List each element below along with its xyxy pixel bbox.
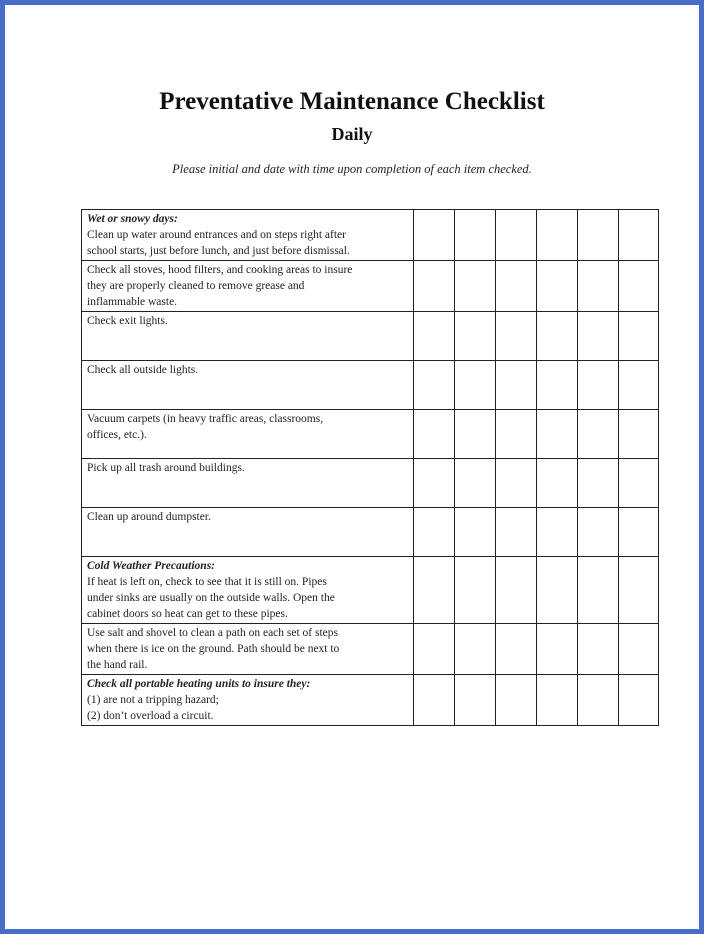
initial-date-box[interactable] [619,459,659,508]
checklist-item-text: school starts, just before lunch, and just before dismissal. [87,245,350,257]
page-subtitle: Daily [331,124,373,144]
initial-date-box[interactable] [455,410,496,459]
initial-date-box[interactable] [578,508,619,557]
initial-date-box[interactable] [537,210,578,261]
initial-date-box[interactable] [578,312,619,361]
checklist-row [82,624,659,675]
initial-date-box[interactable] [496,459,537,508]
initial-date-box[interactable] [455,624,496,675]
initial-date-box[interactable] [537,675,578,726]
checklist-item-text: Clean up around dumpster. [87,511,211,523]
initial-date-box[interactable] [496,675,537,726]
checklist-item-text: inflammable waste. [87,296,178,308]
initial-date-box[interactable] [414,210,455,261]
checklist-item [82,261,414,312]
checklist-item-text: Check all stoves, hood filters, and cooking areas to insure [87,264,353,276]
checklist-table [81,209,659,726]
initial-date-box[interactable] [619,508,659,557]
initial-date-box[interactable] [537,410,578,459]
checklist-item-heading: Wet or snowy days: [87,213,178,225]
checklist-row [82,557,659,624]
checklist-item-text: Clean up water around entrances and on steps right after [87,229,346,241]
initial-date-box[interactable] [455,361,496,410]
checklist-item-text: the hand rail. [87,659,148,671]
initial-date-box[interactable] [455,675,496,726]
checklist-item-text: Vacuum carpets (in heavy traffic areas, classrooms, [87,413,324,425]
initial-date-box[interactable] [455,312,496,361]
initial-date-box[interactable] [414,410,455,459]
initial-date-box[interactable] [537,557,578,624]
initial-date-box[interactable] [414,508,455,557]
initial-date-box[interactable] [414,675,455,726]
checklist-item-text: Use salt and shovel to clean a path on each set of steps [87,627,339,639]
initial-date-box[interactable] [578,361,619,410]
page-title: Preventative Maintenance Checklist [159,88,545,115]
initial-date-box[interactable] [619,210,659,261]
checklist-row [82,361,659,410]
initial-date-box[interactable] [496,210,537,261]
initial-date-box[interactable] [619,312,659,361]
checklist-item-text: under sinks are usually on the outside walls. Open the [87,592,335,604]
checklist-item [82,557,414,624]
initial-date-box[interactable] [414,361,455,410]
initial-date-box[interactable] [619,675,659,726]
initial-date-box[interactable] [455,508,496,557]
initial-date-box[interactable] [455,210,496,261]
initial-date-box[interactable] [578,410,619,459]
initial-date-box[interactable] [537,361,578,410]
initial-date-box[interactable] [578,557,619,624]
checklist-item-text: (2) don’t overload a circuit. [87,710,214,722]
initial-date-box[interactable] [496,624,537,675]
checklist-item-text: Check all outside lights. [87,364,199,376]
initial-date-box[interactable] [414,557,455,624]
initial-date-box[interactable] [414,459,455,508]
checklist-item [82,624,414,675]
initial-date-box[interactable] [537,261,578,312]
initial-date-box[interactable] [496,508,537,557]
checklist-row [82,675,659,726]
initial-date-box[interactable] [455,261,496,312]
initial-date-box[interactable] [537,459,578,508]
initial-date-box[interactable] [578,675,619,726]
checklist-item-text: cabinet doors so heat can get to these pipes. [87,608,288,620]
checklist-item-text: If heat is left on, check to see that it is still on. Pipes [87,576,327,588]
checklist-item-text: Pick up all trash around buildings. [87,462,245,474]
initial-date-box[interactable] [619,361,659,410]
initial-date-box[interactable] [455,557,496,624]
checklist-row [82,459,659,508]
initial-date-box[interactable] [578,210,619,261]
checklist-item-heading: Cold Weather Precautions: [87,560,215,572]
checklist-item [82,410,414,459]
initial-date-box[interactable] [578,459,619,508]
initial-date-box[interactable] [496,410,537,459]
checklist-item [82,508,414,557]
checklist-item [82,459,414,508]
initial-date-box[interactable] [619,624,659,675]
checklist-item-text: (1) are not a tripping hazard; [87,694,219,706]
checklist-item-text: when there is ice on the ground. Path should be next to [87,643,340,655]
initial-date-box[interactable] [496,361,537,410]
initial-date-box[interactable] [414,624,455,675]
initial-date-box[interactable] [496,261,537,312]
initial-date-box[interactable] [619,261,659,312]
initial-date-box[interactable] [537,624,578,675]
initial-date-box[interactable] [414,261,455,312]
checklist-item-text: they are properly cleaned to remove grease and [87,280,305,292]
initial-date-box[interactable] [537,312,578,361]
initial-date-box[interactable] [537,508,578,557]
initial-date-box[interactable] [578,624,619,675]
checklist-item-heading: Check all portable heating units to insure they: [87,678,311,690]
checklist-item-text: offices, etc.). [87,429,147,441]
checklist-item [82,675,414,726]
initial-date-box[interactable] [496,557,537,624]
initial-date-box[interactable] [619,557,659,624]
checklist-row [82,508,659,557]
checklist-item-text: Check exit lights. [87,315,168,327]
initial-date-box[interactable] [414,312,455,361]
initial-date-box[interactable] [619,410,659,459]
checklist-row [82,210,659,261]
checklist-row [82,410,659,459]
checklist-item [82,361,414,410]
instructions-text: Please initial and date with time upon completion of each item checked. [172,162,532,176]
checklist-item [82,210,414,261]
checklist-row [82,261,659,312]
initial-date-box[interactable] [455,459,496,508]
initial-date-box[interactable] [496,312,537,361]
initial-date-box[interactable] [578,261,619,312]
checklist-item [82,312,414,361]
checklist-row [82,312,659,361]
